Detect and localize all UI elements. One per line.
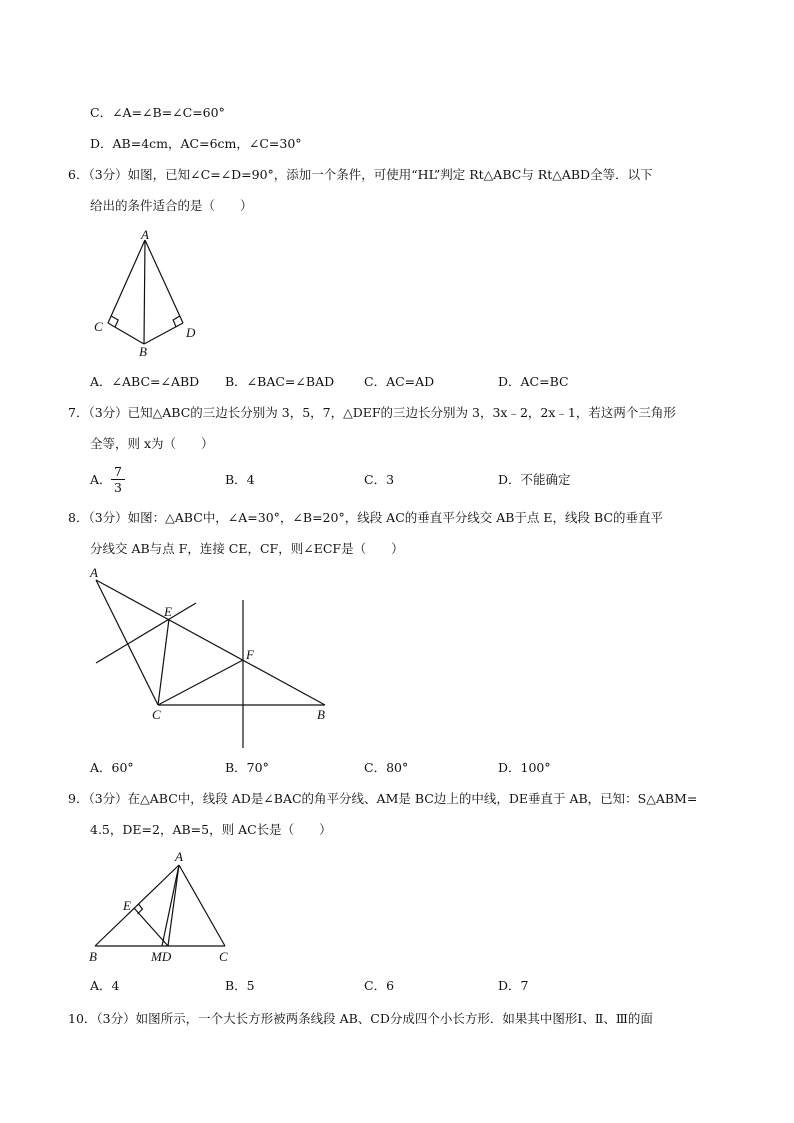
q9-label-e: E [123, 898, 131, 913]
q9-figure [85, 848, 245, 968]
q7-option-a-fraction [111, 464, 125, 495]
q6-stem-line2: 给出的条件适合的是（ ） [90, 198, 253, 213]
q9-label-b: B [89, 949, 97, 964]
q9-stem-line2: 4.5，DE=2，AB=5，则 AC长是（ ） [90, 822, 332, 837]
q7-option-c: C．3 [364, 472, 395, 487]
q8-label-a: A [90, 565, 98, 580]
q8-stem-line1: 8．（3分）如图：△ABC中，∠A=30°，∠B=20°，线段 AC的垂直平分线交 AB于点 E，线段 BC的垂直平 [68, 510, 664, 525]
q8-option-a: A．60° [90, 760, 134, 775]
q9-stem-line1: 9．（3分）在△ABC中，线段 AD是∠BAC的角平分线、AM是 BC边上的中线，DE垂直于 AB，已知：S△ABM= [68, 791, 698, 806]
q7-stem-line1: 7．（3分）已知△ABC的三边长分别为 3，5，7，△DEF的三边长分别为 3，3x﹣2，2x﹣1，若这两个三角形 [68, 405, 676, 420]
q9-label-md: MD [151, 949, 172, 964]
q9-option-b: B．5 [225, 978, 255, 993]
q7-option-b: B．4 [225, 472, 255, 487]
q6-label-c: C [94, 319, 103, 334]
q6-label-d: D [186, 325, 196, 340]
q7-option-d: D．不能确定 [498, 472, 571, 487]
q6-label-b: B [139, 344, 147, 359]
q7-fraction-numerator: 7 [111, 464, 125, 480]
q8-label-b: B [317, 707, 325, 722]
q6-stem-line1: 6．（3分）如图，已知∠C=∠D=90°，添加一个条件，可使用“HL”判定 Rt△ABC与 Rt△ABD全等．以下 [68, 167, 653, 182]
q9-option-c: C．6 [364, 978, 395, 993]
q9-option-d: D．7 [498, 978, 529, 993]
q6-option-b: B．∠BAC=∠BAD [225, 374, 335, 389]
q6-option-d: D．AC=BC [498, 374, 569, 389]
q7-stem-line2: 全等，则 x为（ ） [90, 436, 214, 451]
q10-stem-line1: 10．（3分）如图所示，一个大长方形被两条线段 AB、CD分成四个小长方形．如果其中图形Ⅰ、Ⅱ、Ⅲ的面 [68, 1011, 653, 1026]
q9-option-a: A．4 [90, 978, 120, 993]
q5-option-d: D．AB=4cm，AC=6cm，∠C=30° [90, 136, 302, 151]
q6-option-a: A．∠ABC=∠ABD [90, 374, 200, 389]
q8-option-b: B．70° [225, 760, 269, 775]
q6-figure [85, 225, 205, 365]
q9-label-a: A [175, 849, 183, 864]
q8-option-c: C．80° [364, 760, 409, 775]
q6-option-c: C．AC=AD [364, 374, 435, 389]
q8-figure [85, 560, 345, 755]
q9-label-c: C [219, 949, 228, 964]
q8-label-c: C [152, 707, 161, 722]
q5-option-c: C．∠A=∠B=∠C=60° [90, 105, 225, 120]
q8-stem-line2: 分线交 AB与点 F，连接 CE，CF，则∠ECF是（ ） [90, 541, 404, 556]
q7-option-a-label: A． [90, 472, 112, 487]
q7-fraction-denominator: 3 [114, 480, 122, 495]
q8-option-d: D．100° [498, 760, 551, 775]
q8-label-e: E [164, 604, 172, 619]
q8-label-f: F [246, 647, 254, 662]
q6-label-a: A [141, 227, 149, 242]
